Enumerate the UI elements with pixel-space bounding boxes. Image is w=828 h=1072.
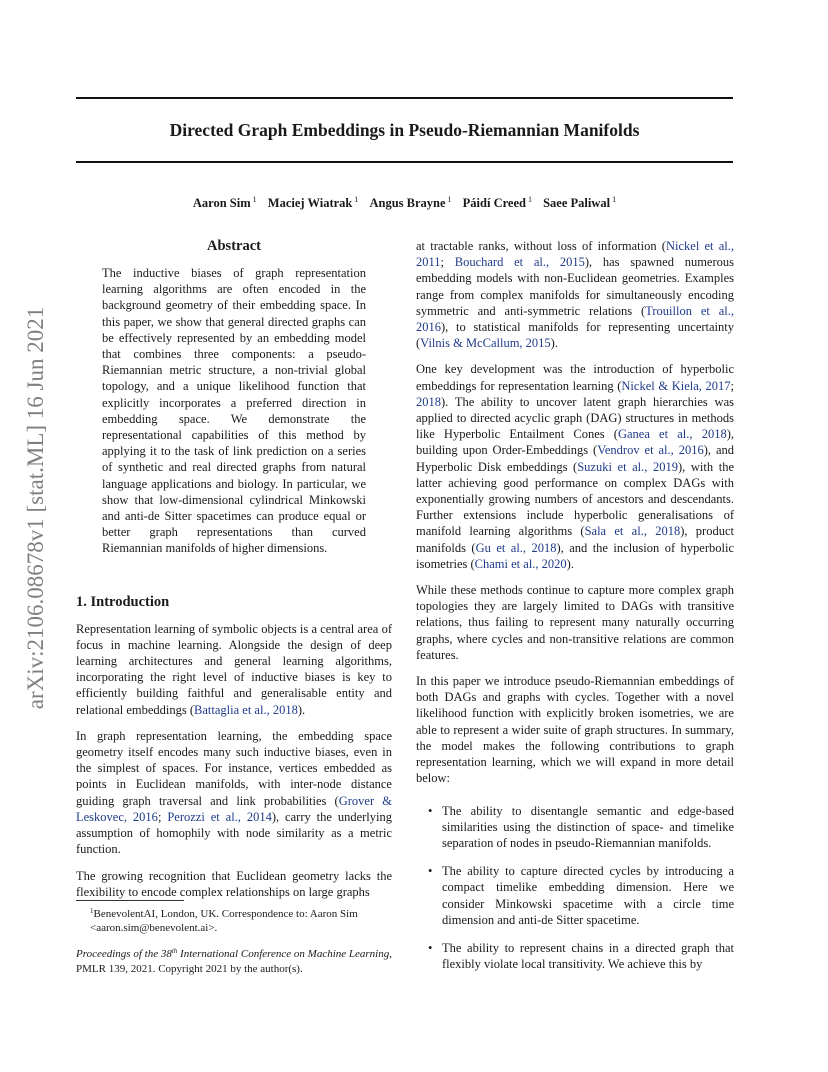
footnote-mark: 1 [90,907,94,915]
paper-title: Directed Graph Embeddings in Pseudo-Riemannian Manifolds [169,120,640,140]
body-paragraph: at tractable ranks, without loss of information (Nickel et al., 2011; Bouchard et al., 2015), has spawned numerous embedding models with non-Euclidean geometries. Examples range from complex manifolds for simultaneously encoding symmetric and anti-symmetric relations (Trouillon et al., 2016), to statistical manifolds for representing uncertainty (Vilnis & McCallum, 2015). [416,239,734,351]
body-paragraph: One key development was the introduction of hyperbolic embeddings for representation learning (Nickel & Kiela, 2017; 2018). The ability to uncover latent graph hierarchies was applied to directed acyclic graph (DAG) structures in methods like Hyperbolic Entailment Cones (Ganea et al., 2018), building upon Order-Embeddings (Vendrov et al., 2016), and Hyperbolic Disk embeddings (Suzuki et al., 2019), with the latter achieving good performance on complex DAGs with exponentially growing numbers of ancestors and descendants. Further extensions include hyperbolic generalisations of manifold learning algorithms (Sala et al., 2018), product manifolds (Gu et al., 2018), and the inclusion of hyperbolic isometries (Chami et al., 2020). [416,362,734,571]
citation-link[interactable]: Vendrov et al., 2016 [597,443,704,458]
abstract-text: The inductive biases of graph representation learning algorithms are often encoded in the background geometry of their embedding space. In this paper, we show that general directed graphs can be effectively represented by an embedding model that combines three components: a pseudo-Riemannian metric structure, a non-trivial global topology, and a unique likelihood function that explicitly incorporates a preferred direction in embedding space. We demonstrate the representational capabilities of this method by applying it to the task of link prediction on a series of synthetic and real directed graphs from natural language applications and biology. In particular, we show that low-dimensional cylindrical Minkowski and anti-de Sitter spacetimes can produce equal or better graph representations than curved Riemannian manifolds of higher dimensions. [102,266,366,556]
author: Páidí Creed $^1$ [462,195,532,210]
citation-link[interactable]: Vilnis & McCallum, 2015 [420,336,551,351]
citation-link[interactable]: Nickel et al., 2011 [416,239,734,270]
section-heading-introduction: 1. Introduction [76,593,170,610]
citation-link[interactable]: Chami et al., 2020 [474,556,567,571]
footnote [76,904,392,935]
body-paragraph: In this paper we introduce pseudo-Riemannian embeddings of both DAGs and graphs with cycles. Together with a novel likelihood function with explicitly broken isometries, we are able to represent a wider suite of graph structures. In summary, the model makes the following contributions to graph representation learning, which we will expand in more detail below: [416,674,734,786]
body-paragraph: While these methods continue to capture more complex graph topologies they are largely limited to DAGs with transitive relations, thus failing to represent many naturally occurring graphs, where cycles and non-transitive relations are common features. [416,583,734,662]
author: Saee Paliwal $^1$ [543,195,617,210]
author: Aaron Sim $^1$ [192,195,257,210]
citation-link[interactable]: Ganea et al., 2018 [617,427,727,442]
contribution-item: • The ability to capture directed cycles by introducing a compact timelike embedding dimension. Here we consider Minkowski spacetime with a circle time dimension and anti-de Sitter spacetime. [442,863,734,928]
citation-link[interactable]: Gu et al., 2018 [475,540,557,555]
contribution-item: • The ability to disentangle semantic and edge-based similarities using the distinction of space- and timelike separation of nodes in pseudo-Riemannian manifolds. [442,803,734,852]
author: Maciej Wiatrak $^1$ [267,195,359,210]
arxiv-identifier: arXiv:2106.08678v1 [stat.ML] 16 Jun 2021 [23,306,48,710]
citation-link[interactable]: Perozzi et al., 2014 [167,809,272,824]
citation-link[interactable]: Nickel & Kiela, 2017 [621,378,731,393]
author: Angus Brayne $^1$ [369,195,452,210]
citation-link[interactable]: Grover & Leskovec, 2016 [76,793,392,824]
contribution-item: • The ability to represent chains in a directed graph that flexibly violate local transitivity. We achieve this by [442,940,734,972]
left-column [76,237,392,910]
right-column [416,238,734,984]
citation-link[interactable]: Bouchard et al., 2015 [454,255,585,270]
citation-link[interactable]: Battaglia et al., 2018 [194,702,298,717]
citation-link[interactable]: Sala et al., 2018 [584,524,681,539]
abstract-heading: Abstract [207,238,261,254]
footnote-text: BenevolentAI, London, UK. Correspondence to: Aaron Sim <aaron.sim@benevolent.ai>. [90,908,358,934]
citation-link[interactable]: Trouillon et al., 2016 [416,303,734,335]
intro-paragraph: Representation learning of symbolic objects is a central area of focus in machine learning. Alongside the design of deep learning architectures and general learning algorithms, incorporating the right level of inductive biases is key to efficiently building faithful and generalisable entity and relational embeddings (Battaglia et al., 2018). [76,621,392,717]
footnote-rule [76,900,184,901]
proceedings-note: Proceedings of the 38th International Conference on Machine Learning, PMLR 139, 2021. Copyright 2021 by the author(s). [76,947,392,975]
title-bottom-rule [76,161,733,163]
citation-link[interactable]: 2018 [416,394,441,409]
contribution-list [416,803,734,973]
citation-link[interactable]: Suzuki et al., 2019 [577,459,679,474]
author-list [76,191,733,212]
title-top-rule [76,97,733,99]
intro-paragraph: The growing recognition that Euclidean geometry lacks the flexibility to encode complex relationships on large graphs [76,868,392,899]
intro-paragraph: In graph representation learning, the embedding space geometry itself encodes many such inductive biases, even in the simplest of spaces. For instance, vertices embedded as points in Euclidean manifolds, with inter-node distance guiding graph traversal and link probabilities (Grover & Leskovec, 2016; Perozzi et al., 2014), carry the underlying assumption of homophily with node similarity as a metric function. [76,728,392,857]
